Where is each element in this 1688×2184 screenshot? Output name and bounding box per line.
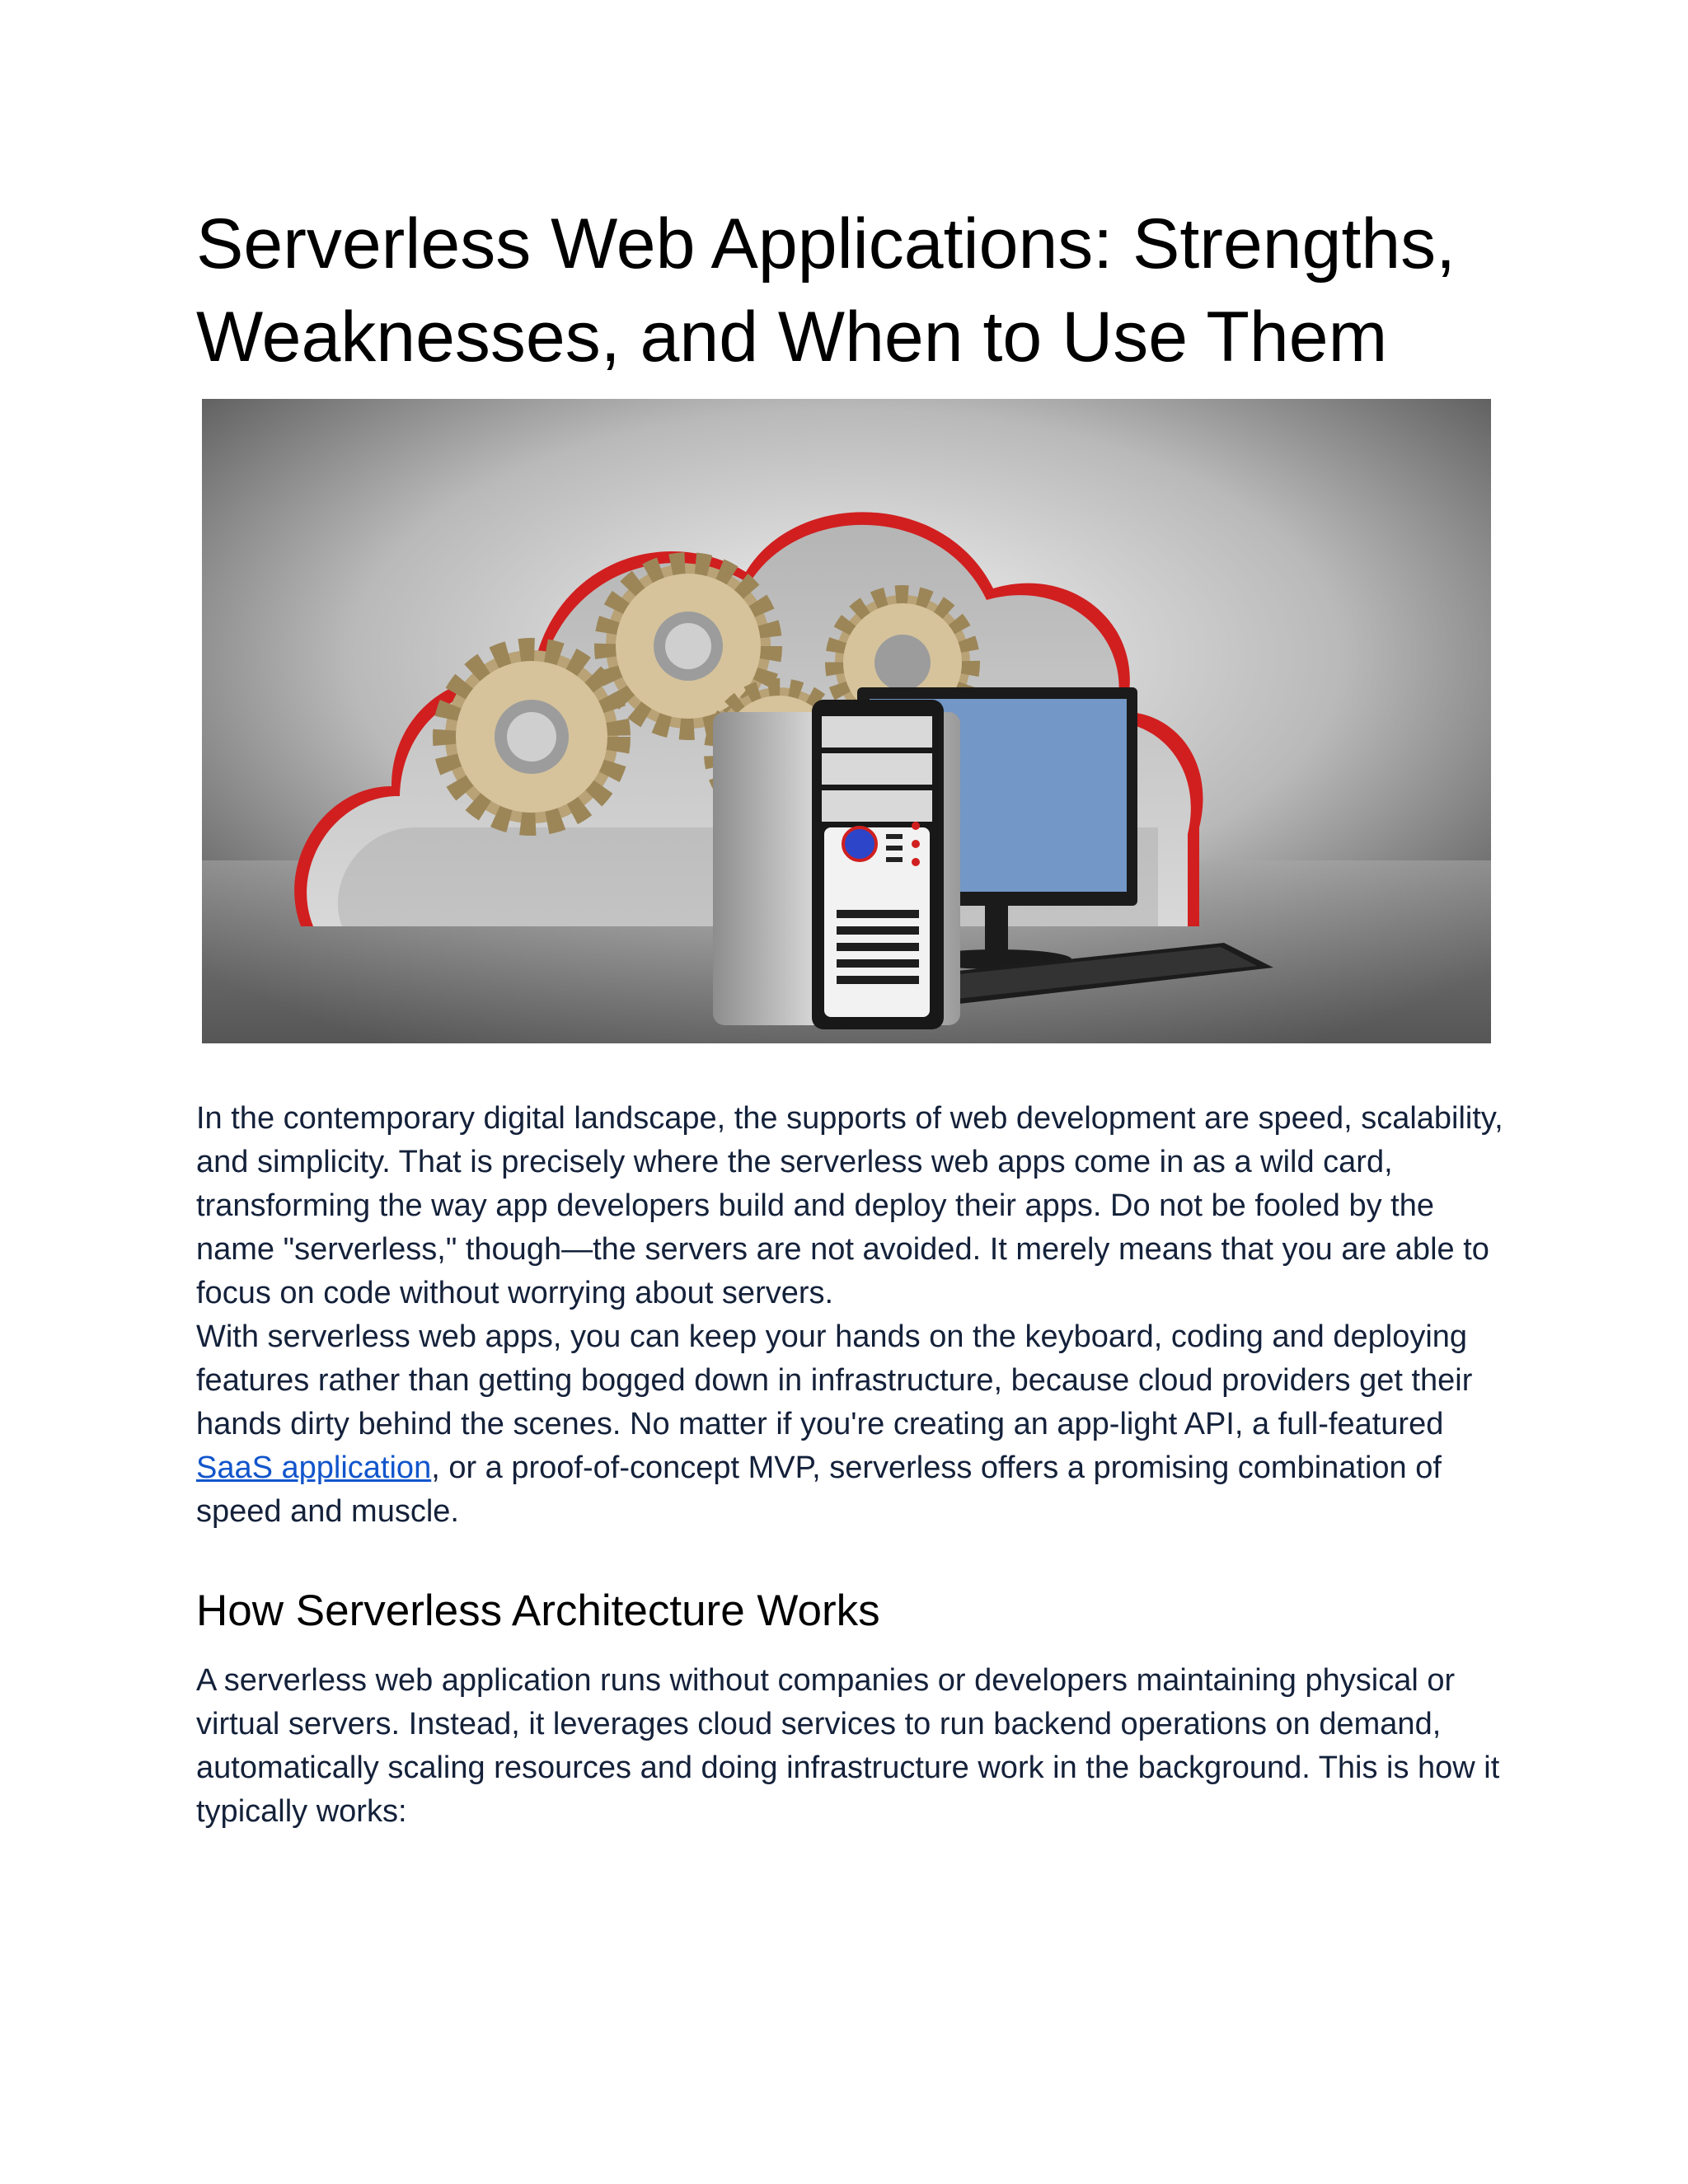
hero-image — [202, 399, 1491, 1043]
article-title: Serverless Web Applications: Strengths, Weaknesses, and When to Use Them — [196, 204, 1456, 377]
section-heading: How Serverless Architecture Works — [196, 1586, 880, 1635]
intro-paragraph: In the contemporary digital landscape, the supports of web development are speed, scalability, and simplicity. That is precisely where the serverless web apps come in as a wild card, transforming the way app developers build and deploy their apps. Do not be fooled by the name "serverless," though—the servers are not avoided. It merely means that you are able to focus on code without worrying about servers. — [196, 1101, 1503, 1310]
section-paragraph: A serverless web application runs without companies or developers maintaining physical or virtual servers. Instead, it leverages cloud services to run backend operations on demand, automatically scaling resources and doing infrastructure work in the background. This is how it typically works: — [196, 1663, 1500, 1829]
cloud-computing-illustration — [202, 399, 1491, 1043]
benefits-text-before: With serverless web apps, you can keep your hands on the keyboard, coding and deploying features rather than getting bogged down in infrastructure, because cloud providers get their hands dirty behind the scenes. No matter if you're creating an app-light API, a full-featured — [196, 1319, 1473, 1441]
saas-application-link[interactable]: SaaS application — [196, 1451, 432, 1485]
gear-icon — [445, 650, 618, 823]
server-tower-icon — [713, 700, 960, 1029]
benefits-text-after: , or a proof-of-concept MVP, serverless offers a promising combination of speed and muscle. — [196, 1451, 1442, 1529]
benefits-paragraph — [196, 1315, 1515, 1534]
